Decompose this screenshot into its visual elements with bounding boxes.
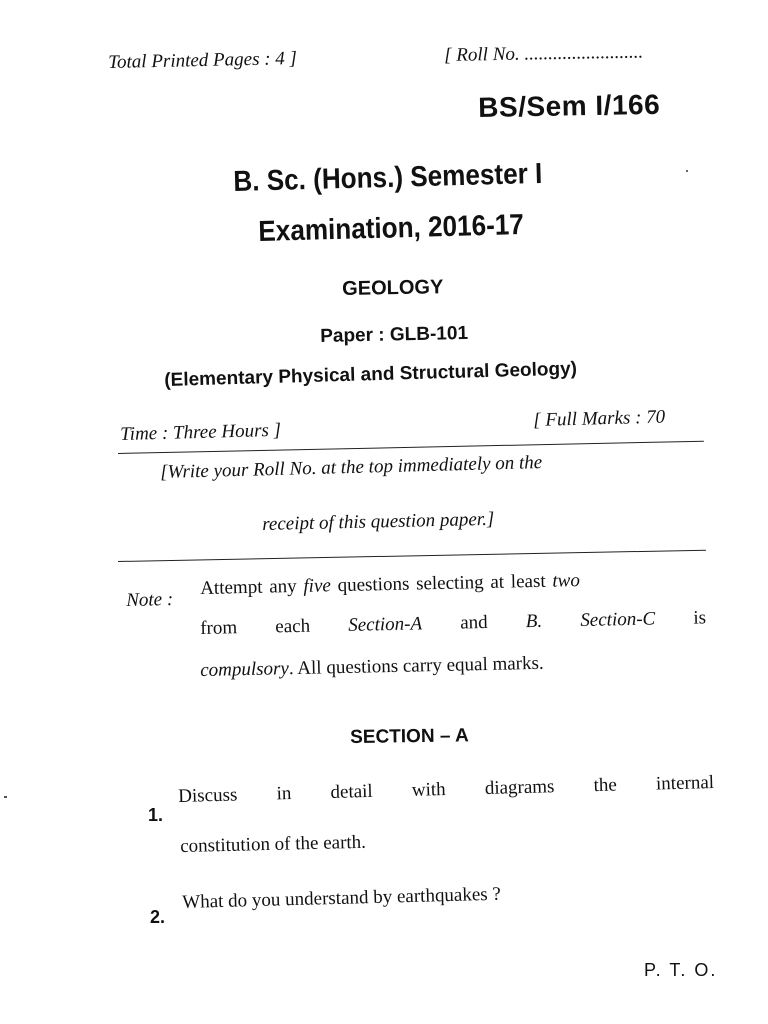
instruction-line-2: receipt of this question paper.]	[262, 508, 495, 535]
paper-code: BS/Sem I/166	[478, 88, 661, 123]
exam-title-line-1: B. Sc. (Hons.) Semester I	[233, 157, 543, 198]
note-text: Attempt any	[200, 575, 304, 599]
note-section-c: Section-C	[580, 608, 656, 632]
note-line-2	[200, 607, 706, 640]
question-number: 2.	[150, 907, 166, 927]
question-word: Discuss	[178, 784, 238, 807]
full-marks: [ Full Marks : 70	[533, 406, 666, 431]
paper-number: Paper : GLB-101	[320, 322, 469, 347]
note-word: from	[200, 617, 238, 639]
note-word: is	[693, 607, 707, 629]
scan-speck	[4, 796, 7, 798]
roll-number-field: [ Roll No. .........................	[444, 41, 644, 66]
question-word: with	[411, 778, 446, 801]
note-emphasis-five: five	[303, 575, 332, 597]
note-line-1	[200, 570, 580, 600]
exam-title-line-2: Examination, 2016-17	[258, 209, 525, 248]
time-allowed: Time : Three Hours ]	[120, 419, 282, 445]
question-1-line-2: constitution of the earth.	[180, 831, 367, 857]
question-1-line-1	[178, 772, 714, 808]
question-number: 1.	[148, 805, 164, 825]
question-word: internal	[655, 771, 715, 795]
note-emphasis-two: two	[552, 570, 581, 592]
section-a-heading: SECTION – A	[350, 725, 469, 748]
note-word: and	[460, 611, 488, 634]
note-emphasis-compulsory: compulsory	[200, 658, 290, 681]
note-section-a: Section-A	[348, 613, 423, 636]
note-text: . All questions carry equal marks.	[288, 652, 544, 680]
note-label: Note :	[126, 589, 174, 611]
question-word: detail	[330, 780, 373, 804]
divider-bottom	[118, 550, 706, 562]
note-section-b: B.	[525, 610, 543, 633]
scan-speck	[686, 170, 688, 172]
question-word: in	[276, 783, 292, 805]
please-turn-over: P. T. O.	[644, 960, 718, 980]
total-printed-pages: Total Printed Pages : 4 ]	[108, 48, 298, 73]
instruction-line-1: [Write your Roll No. at the top immediately on the	[160, 451, 543, 483]
course-name: (Elementary Physical and Structural Geology)	[164, 358, 578, 391]
note-text: questions selecting at least	[330, 570, 553, 597]
note-line-3	[200, 653, 544, 682]
question-word: the	[593, 774, 618, 797]
question-word: diagrams	[484, 776, 555, 799]
subject-heading: GEOLOGY	[342, 276, 444, 300]
note-word: each	[275, 615, 311, 638]
question-2-text: What do you understand by earthquakes ?	[182, 883, 502, 913]
